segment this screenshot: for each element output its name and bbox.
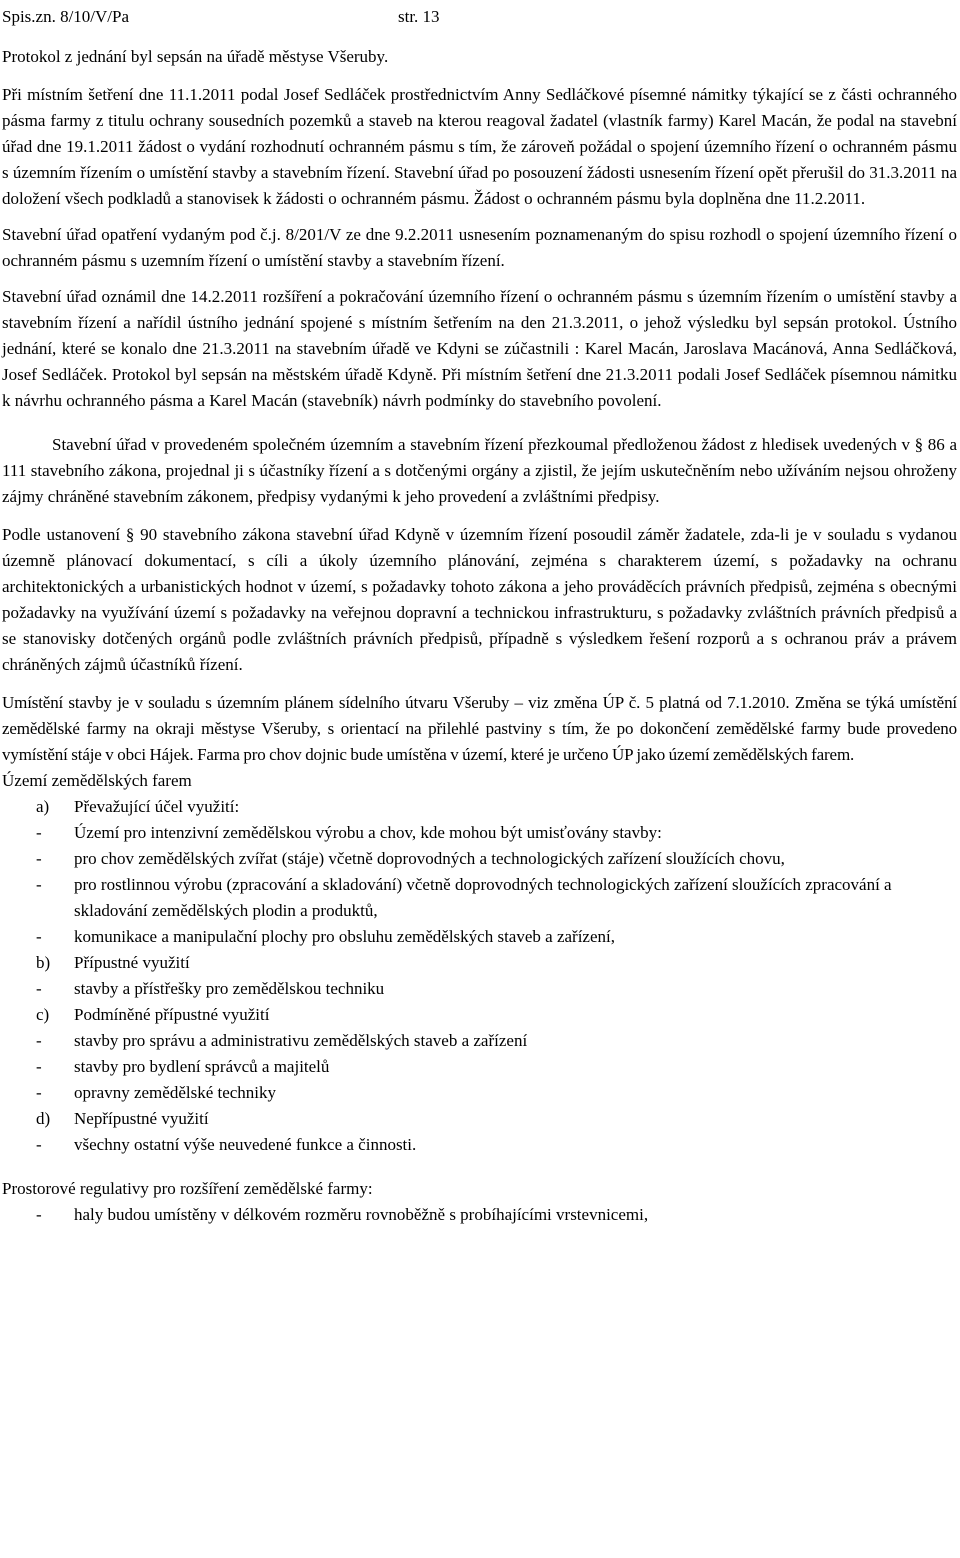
list-item: - pro chov zemědělských zvířat (stáje) včetně doprovodných a technologických zařízení sloužících chovu, — [36, 849, 785, 868]
list-item: - stavby pro správu a administrativu zemědělských staveb a zařízení — [36, 1031, 528, 1050]
paragraph-objections: Při místním šetření dne 11.1.2011 podal Josef Sedláček prostřednictvím Anny Sedláčkové písemné námitky týkající se z části ochranného pásma farmy z titulu ochrany sousedních pozemků a staveb na kterou reagoval žadatel (vlastník farmy) Karel Macán, že podal na stavební úřad dne 19.1.2011 žádost o vydání rozhodnutí ochranném pásmu s tím, že zároveň požádal o spojení územního řízení o ochranném pásmu s územním řízením o umístění stavby a stavebním řízení. Stavební úřad po posouzení žádosti usnesením řízení opět přerušil do 31.3.2011 na doložení všech podkladů a stanovisek k žádosti o ochranném pásmu. Žádost o ochranném pásmu byla doplněna dne 11.2.2011. — [2, 85, 957, 208]
paragraph-protocol: Protokol z jednání byl sepsán na úřadě městyse Všeruby. — [2, 47, 389, 66]
usage-list — [2, 794, 957, 1158]
list-item: - komunikace a manipulační plochy pro obsluhu zemědělských staveb a zařízení, — [36, 927, 615, 946]
paragraph-zoning-plan: Umístění stavby je v souladu s územním plánem sídelního útvaru Všeruby – viz změna ÚP č. 5 platná od 7.1.2010. Změna se týká umístění zemědělské farmy na okraji městyse Všeruby, s orientací na přilehlé pastviny s tím, že po dokončení zemědělské farmy bude provedeno vymístění stáje v obci Hájek. Farma pro chov dojnic bude umístěna v území, které je určeno ÚP jako území zemědělských farem. — [2, 693, 957, 764]
list-item: c) Podmíněné přípustné využití — [36, 1005, 270, 1024]
paragraph-farm-area-heading: Území zemědělských farem — [2, 771, 192, 790]
paragraph-joining-proceedings: Stavební úřad opatření vydaným pod č.j. 8/201/V ze dne 9.2.2011 usnesením poznamenaným do spisu rozhodl o spojení územního řízení o ochranném pásmu s uzemním řízení o umístění stavby a stavebním řízení. — [2, 225, 957, 270]
file-reference: Spis.zn. 8/10/V/Pa — [2, 7, 130, 26]
list-item: - Území pro intenzivní zemědělskou výrobu a chov, kde mohou být umisťovány stavby: — [36, 823, 662, 842]
list-item: - haly budou umístěny v délkovém rozměru rovnoběžně s probíhajícími vrstevnicemi, — [36, 1205, 649, 1224]
paragraph-assessment: Podle ustanovení § 90 stavebního zákona stavební úřad Kdyně v územním řízení posoudil záměr žadatele, zda-li je v souladu s vydanou územně plánovací dokumentací, s cíli a úkoly územního plánování, zejména s charakterem území, s požadavky na ochranu architektonických a urbanistických hodnot v území, s požadavky tohoto zákona a jeho prováděcích právních předpisů, zejména s obecnými požadavky na využívání území s požadavky na veřejnou dopravní a technickou infrastrukturu, s požadavky zvláštních právních předpisů a se stanovisky dotčených orgánů podle zvláštních právních předpisů, případně s výsledkem řešení rozporů a s ochranou práv a právem chráněných zájmů účastníků řízení. — [2, 525, 957, 674]
list-item: b) Přípustné využití — [36, 953, 190, 972]
list-item: d) Nepřípustné využití — [36, 1109, 209, 1128]
list-item: - všechny ostatní výše neuvedené funkce a činnosti. — [36, 1135, 417, 1154]
page-number: str. 13 — [398, 7, 440, 26]
paragraph-regulatives-heading: Prostorové regulativy pro rozšíření zemědělské farmy: — [2, 1179, 373, 1198]
list-item: - pro rostlinnou výrobu (zpracování a skladování) včetně doprovodných technologických zařízení sloužících zpracování a skladování zemědělských plodin a produktů, — [36, 875, 892, 920]
document-body — [2, 44, 957, 1228]
list-item: - stavby a přístřešky pro zemědělskou techniku — [36, 979, 385, 998]
paragraph-review: Stavební úřad v provedeném společném územním a stavebním řízení přezkoumal předloženou žádost z hledisek uvedených v § 86 a 111 stavebního zákona, projednal ji s účastníky řízení a s dotčenými orgány a zjistil, že jejím uskutečněním nebo užíváním nejsou ohroženy zájmy chráněné stavebním zákonem, předpisy vydanými k jeho provedení a zvláštními předpisy. — [2, 435, 957, 506]
list-item: a) Převažující účel využití: — [36, 797, 240, 816]
page-header — [2, 4, 952, 30]
paragraph-hearing: Stavební úřad oznámil dne 14.2.2011 rozšíření a pokračování územního řízení o ochranném pásmu s územním řízením o umístění stavby a stavebním řízení a nařídil ústního jednání spojené s místním šetřením na den 21.3.2011, o jehož výsledku byl sepsán protokol. Ústního jednání, které se konalo dne 21.3.2011 na stavebním úřadě ve Kdyni se zúčastnili : Karel Macán, Jaroslava Macánová, Anna Sedláčková, Josef Sedláček. Protokol byl sepsán na městském úřadě Kdyně. Při místním šetření dne 21.3.2011 podali Josef Sedláček písemnou námitku k návrhu ochranného pásma a Karel Macán (stavebník) návrh podmínky do stavebního povolení. — [2, 287, 957, 410]
list-item: - stavby pro bydlení správců a majitelů — [36, 1057, 330, 1076]
list-item: - opravny zemědělské techniky — [36, 1083, 277, 1102]
